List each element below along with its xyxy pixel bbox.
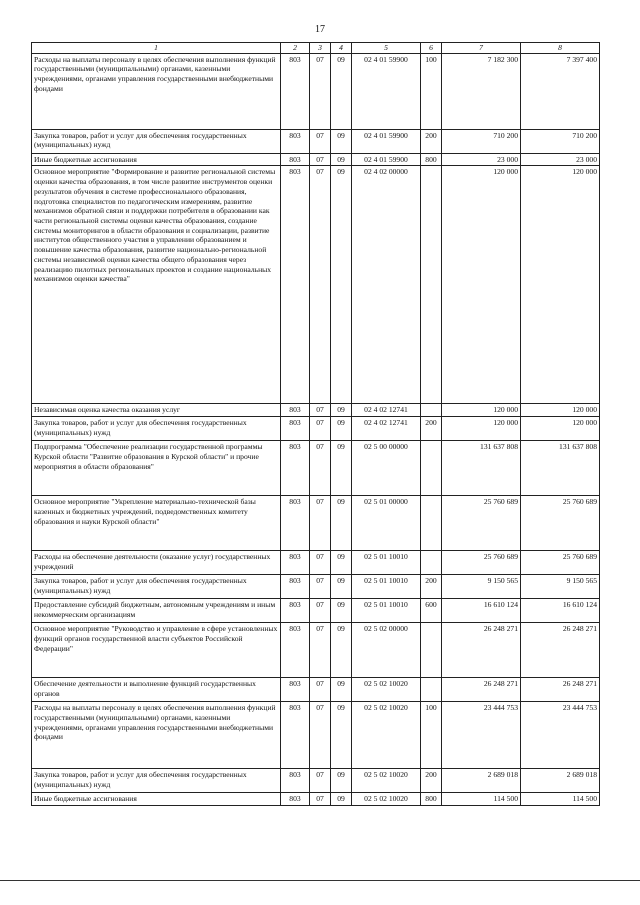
row-section: 07	[310, 417, 331, 441]
row-expense-type: 100	[421, 702, 442, 769]
row-target-article: 02 5 02 10020	[352, 769, 421, 793]
row-subsection: 09	[331, 623, 352, 678]
row-name: Обеспечение деятельности и выполнение функций государственных органов	[32, 678, 281, 702]
row-target-article: 02 4 01 59900	[352, 53, 421, 129]
row-expense-type: 200	[421, 129, 442, 153]
table-row	[32, 678, 600, 702]
header-row	[32, 43, 600, 54]
table-row	[32, 404, 600, 417]
table-row	[32, 793, 600, 806]
row-amount-year2: 25 760 689	[521, 496, 600, 551]
row-expense-type	[421, 551, 442, 575]
row-target-article: 02 5 02 10020	[352, 678, 421, 702]
row-target-article: 02 5 01 10010	[352, 575, 421, 599]
row-grbs: 803	[281, 702, 310, 769]
col-header: 1	[32, 43, 281, 54]
row-amount-year1: 9 150 565	[442, 575, 521, 599]
table-row	[32, 769, 600, 793]
row-subsection: 09	[331, 417, 352, 441]
row-expense-type: 100	[421, 53, 442, 129]
row-amount-year2: 23 000	[521, 153, 600, 166]
col-header: 4	[331, 43, 352, 54]
row-amount-year1: 710 200	[442, 129, 521, 153]
row-grbs: 803	[281, 153, 310, 166]
row-name: Расходы на выплаты персоналу в целях обеспечения выполнения функций государственными (муниципальными) органами, казенными учреждениями, органами управления государственными внебюджетными фондами	[32, 702, 281, 769]
row-grbs: 803	[281, 441, 310, 496]
row-name: Иные бюджетные ассигнования	[32, 793, 281, 806]
row-amount-year1: 120 000	[442, 417, 521, 441]
row-amount-year2: 120 000	[521, 166, 600, 404]
row-expense-type	[421, 496, 442, 551]
row-section: 07	[310, 404, 331, 417]
row-grbs: 803	[281, 769, 310, 793]
row-expense-type	[421, 678, 442, 702]
row-target-article: 02 4 02 12741	[352, 417, 421, 441]
row-amount-year1: 120 000	[442, 404, 521, 417]
row-name: Закупка товаров, работ и услуг для обеспечения государственных (муниципальных) нужд	[32, 417, 281, 441]
row-subsection: 09	[331, 166, 352, 404]
row-amount-year2: 7 397 400	[521, 53, 600, 129]
row-grbs: 803	[281, 793, 310, 806]
table-row	[32, 441, 600, 496]
row-section: 07	[310, 551, 331, 575]
row-amount-year2: 120 000	[521, 404, 600, 417]
row-amount-year2: 2 689 018	[521, 769, 600, 793]
row-amount-year2: 114 500	[521, 793, 600, 806]
row-name: Предоставление субсидий бюджетным, автономным учреждениям и иным некоммерческим организациям	[32, 599, 281, 623]
row-name: Подпрограмма "Обеспечение реализации государственной программы Курской области "Развитие образования в Курской области" и прочие мероприятия в области образования"	[32, 441, 281, 496]
row-name: Закупка товаров, работ и услуг для обеспечения государственных (муниципальных) нужд	[32, 129, 281, 153]
row-amount-year2: 120 000	[521, 417, 600, 441]
row-grbs: 803	[281, 166, 310, 404]
row-target-article: 02 5 00 00000	[352, 441, 421, 496]
row-section: 07	[310, 678, 331, 702]
row-section: 07	[310, 496, 331, 551]
col-header: 7	[442, 43, 521, 54]
row-target-article: 02 4 02 12741	[352, 404, 421, 417]
row-subsection: 09	[331, 793, 352, 806]
row-target-article: 02 5 01 10010	[352, 599, 421, 623]
row-amount-year1: 2 689 018	[442, 769, 521, 793]
row-subsection: 09	[331, 678, 352, 702]
row-amount-year1: 7 182 300	[442, 53, 521, 129]
row-name: Основное мероприятие "Укрепление материально-технической базы казенных и бюджетных учреждений, подведомственных комитету образования и науки Курской области"	[32, 496, 281, 551]
row-amount-year1: 26 248 271	[442, 678, 521, 702]
page-bottom-rule	[0, 880, 640, 881]
col-header: 2	[281, 43, 310, 54]
row-grbs: 803	[281, 53, 310, 129]
row-section: 07	[310, 575, 331, 599]
row-section: 07	[310, 441, 331, 496]
table-row	[32, 166, 600, 404]
row-amount-year2: 25 760 689	[521, 551, 600, 575]
row-section: 07	[310, 53, 331, 129]
row-subsection: 09	[331, 551, 352, 575]
row-name: Закупка товаров, работ и услуг для обеспечения государственных (муниципальных) нужд	[32, 769, 281, 793]
row-subsection: 09	[331, 575, 352, 599]
budget-table	[31, 42, 600, 806]
row-name: Закупка товаров, работ и услуг для обеспечения государственных (муниципальных) нужд	[32, 575, 281, 599]
col-header: 3	[310, 43, 331, 54]
table-row	[32, 129, 600, 153]
table-row	[32, 702, 600, 769]
row-subsection: 09	[331, 769, 352, 793]
row-section: 07	[310, 129, 331, 153]
row-section: 07	[310, 166, 331, 404]
row-amount-year1: 25 760 689	[442, 551, 521, 575]
row-expense-type: 200	[421, 769, 442, 793]
col-header: 5	[352, 43, 421, 54]
row-target-article: 02 4 02 00000	[352, 166, 421, 404]
table-row	[32, 53, 600, 129]
row-target-article: 02 5 02 00000	[352, 623, 421, 678]
row-expense-type	[421, 404, 442, 417]
col-header: 6	[421, 43, 442, 54]
row-subsection: 09	[331, 129, 352, 153]
row-section: 07	[310, 153, 331, 166]
row-grbs: 803	[281, 404, 310, 417]
row-target-article: 02 5 01 00000	[352, 496, 421, 551]
row-name: Независимая оценка качества оказания услуг	[32, 404, 281, 417]
row-target-article: 02 4 01 59900	[352, 129, 421, 153]
row-name: Основное мероприятие "Формирование и развитие региональной системы оценки качества образования, в том числе развитие инструментов оценки результатов обучения в системе профессионального образования, подготовка специалистов по педагогическим измерениям, развитие механизмов обратной связи и поддержки потребителя в образовании как части региональной системы оценки качества образования, создание системы мониторингов в области образования и социализации, развитие институтов общественного участия в управлении образованием и повышение качества образования, развитие национально-региональной системы независимой оценки качества общего образования через реализацию пилотных региональных проектов и создание национальных механизмов оценки качества"	[32, 166, 281, 404]
row-target-article: 02 5 02 10020	[352, 793, 421, 806]
row-amount-year1: 23 000	[442, 153, 521, 166]
row-name: Основное мероприятие "Руководство и управление в сфере установленных функций органов государственной власти субъектов Российской Федерации"	[32, 623, 281, 678]
table-row	[32, 599, 600, 623]
col-header: 8	[521, 43, 600, 54]
row-expense-type: 200	[421, 575, 442, 599]
row-amount-year2: 23 444 753	[521, 702, 600, 769]
row-amount-year2: 9 150 565	[521, 575, 600, 599]
row-grbs: 803	[281, 496, 310, 551]
row-section: 07	[310, 702, 331, 769]
row-name: Расходы на обеспечение деятельности (оказание услуг) государственных учреждений	[32, 551, 281, 575]
row-name: Иные бюджетные ассигнования	[32, 153, 281, 166]
table-row	[32, 153, 600, 166]
row-section: 07	[310, 769, 331, 793]
row-amount-year2: 710 200	[521, 129, 600, 153]
table-row	[32, 551, 600, 575]
row-subsection: 09	[331, 496, 352, 551]
row-subsection: 09	[331, 404, 352, 417]
row-amount-year1: 16 610 124	[442, 599, 521, 623]
row-grbs: 803	[281, 575, 310, 599]
row-amount-year1: 26 248 271	[442, 623, 521, 678]
row-grbs: 803	[281, 678, 310, 702]
row-expense-type: 200	[421, 417, 442, 441]
row-amount-year2: 131 637 808	[521, 441, 600, 496]
row-section: 07	[310, 599, 331, 623]
row-section: 07	[310, 793, 331, 806]
row-amount-year1: 131 637 808	[442, 441, 521, 496]
row-grbs: 803	[281, 417, 310, 441]
row-grbs: 803	[281, 599, 310, 623]
row-expense-type: 800	[421, 153, 442, 166]
row-subsection: 09	[331, 153, 352, 166]
row-section: 07	[310, 623, 331, 678]
row-grbs: 803	[281, 129, 310, 153]
row-name: Расходы на выплаты персоналу в целях обеспечения выполнения функций государственными (муниципальными) органами, казенными учреждениями, органами управления государственными внебюджетными фондами	[32, 53, 281, 129]
row-subsection: 09	[331, 702, 352, 769]
row-expense-type: 600	[421, 599, 442, 623]
row-expense-type: 800	[421, 793, 442, 806]
row-amount-year1: 25 760 689	[442, 496, 521, 551]
row-grbs: 803	[281, 623, 310, 678]
table-row	[32, 575, 600, 599]
row-subsection: 09	[331, 599, 352, 623]
row-target-article: 02 5 01 10010	[352, 551, 421, 575]
row-amount-year2: 26 248 271	[521, 678, 600, 702]
table-row	[32, 496, 600, 551]
row-amount-year2: 26 248 271	[521, 623, 600, 678]
row-amount-year1: 23 444 753	[442, 702, 521, 769]
row-amount-year1: 114 500	[442, 793, 521, 806]
row-expense-type	[421, 166, 442, 404]
row-expense-type	[421, 623, 442, 678]
table-row	[32, 623, 600, 678]
row-target-article: 02 5 02 10020	[352, 702, 421, 769]
row-grbs: 803	[281, 551, 310, 575]
row-subsection: 09	[331, 441, 352, 496]
row-amount-year1: 120 000	[442, 166, 521, 404]
page-number: 17	[315, 24, 325, 35]
row-subsection: 09	[331, 53, 352, 129]
row-target-article: 02 4 01 59900	[352, 153, 421, 166]
row-expense-type	[421, 441, 442, 496]
table-row	[32, 417, 600, 441]
row-amount-year2: 16 610 124	[521, 599, 600, 623]
